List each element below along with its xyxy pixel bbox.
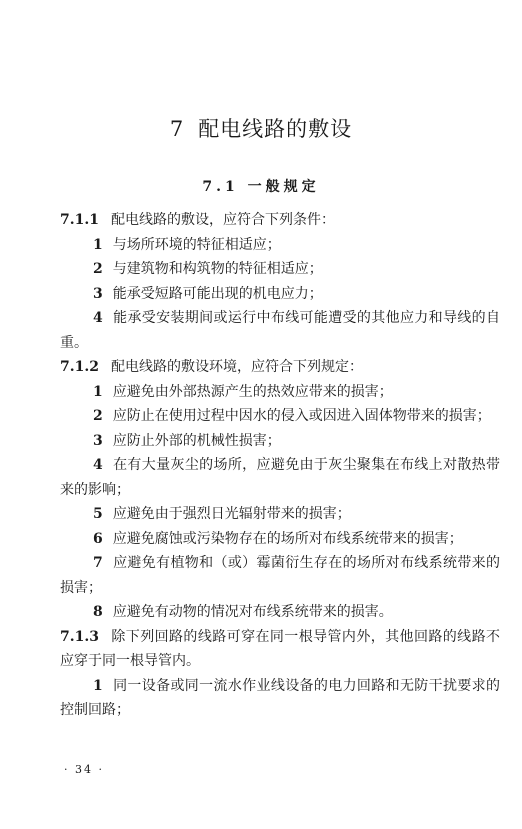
item-number: 7 [93,555,103,571]
section-title: 7.1 一般规定 [202,179,320,195]
item-text: 应避免由于强烈日光辐射带来的损害； [112,506,351,522]
item-text: 应避免腐蚀或污染物存在的场所对布线系统带来的损害； [112,530,463,547]
clause-7-1-1 [60,208,500,233]
list-item [60,600,500,625]
list-item [60,551,500,600]
page-number: · 34 · [64,763,104,776]
clause-number: 7.1.2 [60,359,99,375]
chapter-title [0,113,522,143]
list-item [60,306,500,355]
clause-7-1-2 [60,355,500,380]
item-number: 8 [93,604,103,620]
list-item [60,282,500,307]
item-text: 应避免有动物的情况对布线系统带来的损害。 [112,604,393,620]
item-text: 应避免有植物和（或）霉菌衍生存在的场所对布线系统带来的损害； [60,555,500,596]
chapter-number: 7 [169,117,185,141]
item-text: 应防止在使用过程中因水的侵入或因进入固体物带来的损害； [112,408,491,424]
clause-text: 除下列回路的线路可穿在同一根导管内外，其他回路的线路不应穿于同一根导管内。 [60,628,500,669]
list-item [60,257,500,282]
item-number: 1 [93,236,103,253]
clause-text: 配电线路的敷设环境，应符合下列规定： [110,359,363,375]
list-item [60,380,500,405]
clause-number: 7.1.1 [60,212,99,228]
item-number: 1 [93,383,103,400]
list-item [60,502,500,527]
clause-number: 7.1.3 [60,628,99,645]
item-number: 4 [93,310,103,326]
item-number: 5 [93,506,103,522]
item-text: 应防止外部的机械性损害； [112,432,281,449]
clause-7-1-3 [60,625,500,674]
item-text: 同一设备或同一流水作业线设备的电力回路和无防干扰要求的控制回路； [60,677,500,718]
item-text: 能承受短路可能出现的机电应力； [112,285,323,302]
list-item [60,527,500,552]
list-item [60,233,500,258]
item-text: 在有大量灰尘的场所，应避免由于灰尘聚集在布线上对散热带来的影响； [60,457,500,498]
item-text: 与场所环境的特征相适应； [112,236,281,253]
item-number: 2 [93,408,103,424]
item-number: 3 [93,432,103,449]
list-item [60,453,500,502]
item-number: 2 [93,261,103,277]
list-item [60,404,500,429]
document-body [60,208,500,723]
list-item [60,429,500,454]
item-text: 能承受安装期间或运行中布线可能遭受的其他应力和导线的自重。 [60,310,500,351]
clause-text: 配电线路的敷设，应符合下列条件： [110,212,335,228]
item-text: 应避免由外部热源产生的热效应带来的损害； [112,383,393,400]
item-text: 与建筑物和构筑物的特征相适应； [112,261,323,277]
item-number: 6 [93,530,103,547]
item-number: 4 [93,457,103,473]
list-item [60,674,500,723]
chapter-name: 配电线路的敷设 [198,117,353,141]
item-number: 3 [93,285,103,302]
item-number: 1 [93,677,103,694]
